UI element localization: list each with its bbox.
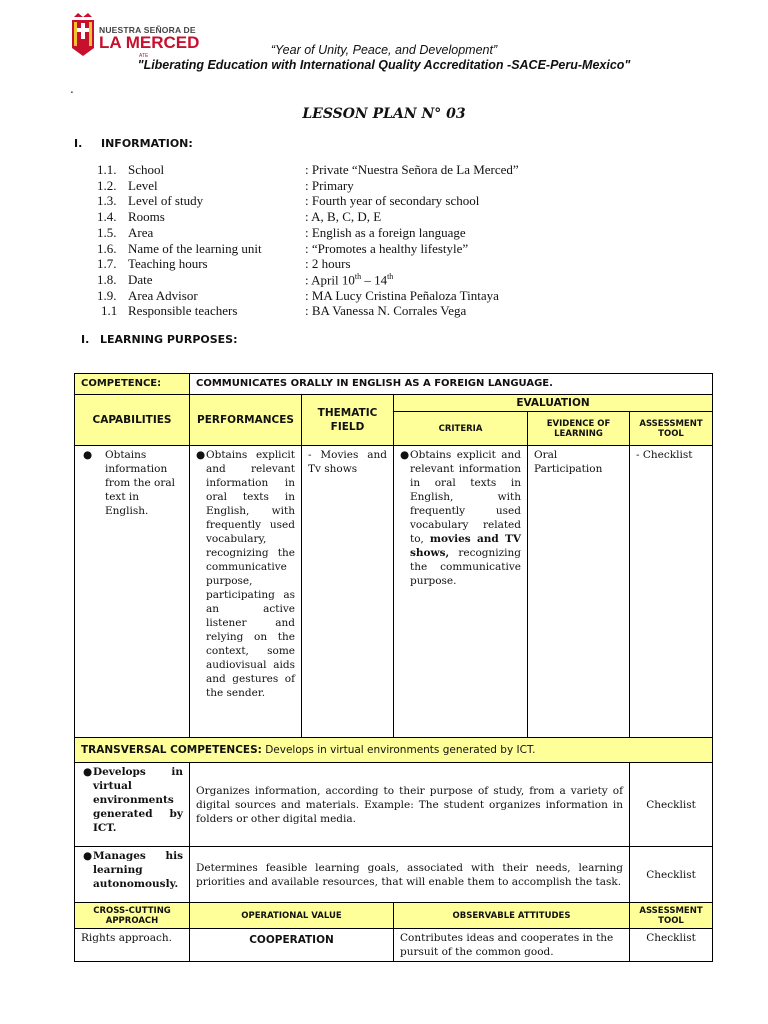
- info-value: : 2 hours: [305, 256, 351, 272]
- info-num: 1.5.: [97, 224, 117, 240]
- cross-tool: Checklist: [630, 929, 713, 962]
- info-value: : BA Vanessa N. Corrales Vega: [305, 303, 467, 319]
- capability-row: [75, 446, 713, 738]
- info-num: 1.1: [101, 303, 118, 319]
- info-value: : “Promotes a healthy lifestyle”: [305, 240, 469, 256]
- evidence-cell: Oral Participation: [528, 446, 630, 738]
- header-row-1: [75, 395, 713, 412]
- info-value: : Private “Nuestra Señora de La Merced”: [305, 162, 519, 177]
- info-label: School: [128, 162, 165, 177]
- bullet-icon: ●: [196, 449, 206, 461]
- cross-row: [75, 929, 713, 962]
- transversal-name-cell: [75, 847, 190, 903]
- cross-approach: Rights approach.: [75, 929, 190, 962]
- header-operational-value: OPERATIONAL VALUE: [190, 903, 394, 929]
- date-end-suffix: th: [387, 271, 394, 281]
- info-value: : MA Lucy Cristina Peñaloza Tintaya: [305, 287, 499, 303]
- info-value: : English as a foreign language: [305, 224, 466, 240]
- info-num: 1.8.: [97, 271, 117, 287]
- header-thematic-field: THEMATIC FIELD: [302, 395, 394, 446]
- thematic-cell: - Movies and Tv shows: [302, 446, 394, 738]
- section-purposes-heading: LEARNING PURPOSES:: [100, 333, 238, 346]
- info-label: Level: [128, 177, 158, 193]
- info-num: 1.9.: [97, 287, 117, 303]
- date-start: : April 10: [305, 272, 355, 288]
- header-criteria: CRITERIA: [394, 412, 528, 446]
- transversal-description: Determines feasible learning goals, associated with their needs, learning priorities and available resources, that will enable them to accomplish the task.: [190, 847, 630, 903]
- performance-cell: [190, 446, 302, 738]
- criteria-text-a: Obtains explicit and relevant information in oral texts in English, with frequently used vocabulary related to,: [410, 449, 521, 545]
- info-num: 1.1.: [97, 162, 117, 177]
- motto-year: “Year of Unity, Peace, and Development”: [270, 43, 498, 57]
- transversal-header: [75, 738, 713, 763]
- section-purposes-numeral: I.: [81, 333, 90, 346]
- capability-text: Obtains information from the oral text in English.: [105, 449, 176, 517]
- cross-value: COOPERATION: [190, 929, 394, 962]
- transversal-description: Organizes information, according to their purpose of study, from a variety of digital sources and materials. Example: The student organizes information in folders or other digital media.: [190, 763, 630, 847]
- page-title: LESSON PLAN N° 03: [302, 106, 466, 122]
- info-value: : Fourth year of secondary school: [305, 193, 480, 209]
- criteria-text-b: recognizing the communicative purpose.: [410, 547, 521, 587]
- competence-row: [75, 374, 713, 395]
- logo-main-text: LA MERCED: [99, 33, 200, 52]
- header-evidence: EVIDENCE OF LEARNING: [528, 412, 630, 446]
- bullet-icon: ●: [400, 449, 410, 461]
- transversal-tool: Checklist: [630, 763, 713, 847]
- criteria-text-bold: movies and TV shows,: [410, 533, 521, 559]
- info-label: Date: [128, 271, 153, 287]
- info-value: [305, 272, 393, 288]
- competence-value: COMMUNICATES ORALLY IN ENGLISH AS A FOREIGN LANGUAGE.: [190, 374, 713, 395]
- transversal-name-cell: [75, 763, 190, 847]
- transversal-tool: Checklist: [630, 847, 713, 903]
- header-cross-approach: CROSS-CUTTING APPROACH: [75, 903, 190, 929]
- info-label: Name of the learning unit: [128, 240, 262, 256]
- learning-purposes-table: [74, 373, 713, 962]
- motto-accreditation: "Liberating Education with International Quality Accreditation -SACE-Peru-Mexico": [137, 58, 631, 72]
- transversal-value: Develops in virtual environments generated by ICT.: [265, 744, 536, 756]
- info-value: : A, B, C, D, E: [305, 209, 382, 225]
- cross-attitudes: Contributes ideas and cooperates in the pursuit of the common good.: [394, 929, 630, 962]
- bullet-icon: ●: [83, 449, 93, 461]
- section-information-heading: INFORMATION:: [101, 137, 193, 150]
- bullet-icon: ●: [83, 850, 93, 862]
- transversal-item-row: [75, 763, 713, 847]
- section-information-numeral: I.: [74, 137, 83, 150]
- transversal-item-row: [75, 847, 713, 903]
- criteria-cell: [394, 446, 528, 738]
- info-label: Responsible teachers: [128, 303, 238, 319]
- date-end: – 14: [361, 272, 388, 288]
- transversal-row: [75, 738, 713, 763]
- info-label: Teaching hours: [128, 256, 208, 272]
- logo-sub-text: ATE: [139, 53, 149, 59]
- header-capabilities: CAPABILITIES: [75, 395, 190, 446]
- competence-label: COMPETENCE:: [75, 374, 190, 395]
- info-num: 1.3.: [97, 193, 117, 209]
- transversal-label: TRANSVERSAL COMPETENCES:: [81, 744, 262, 756]
- header-evaluation: EVALUATION: [394, 395, 713, 412]
- capability-cell: [75, 446, 190, 738]
- header-observable-attitudes: OBSERVABLE ATTITUDES: [394, 903, 630, 929]
- stray-dot: .: [70, 82, 74, 96]
- logo-top-text: NUESTRA SEÑORA DE: [99, 25, 196, 35]
- info-label: Area: [128, 224, 154, 240]
- info-value: : Primary: [305, 177, 354, 193]
- info-num: 1.4.: [97, 209, 117, 225]
- tool-cell: - Checklist: [630, 446, 713, 738]
- info-label: Area Advisor: [128, 287, 198, 303]
- transversal-name: Manages his learning autonomously.: [93, 850, 183, 890]
- cross-header-row: [75, 903, 713, 929]
- header-performances: PERFORMANCES: [190, 395, 302, 446]
- info-label: Level of study: [128, 193, 204, 209]
- header-assessment-tool: ASSESSMENT TOOL: [630, 412, 713, 446]
- info-num: 1.7.: [97, 256, 117, 272]
- date-start-suffix: th: [354, 271, 362, 281]
- header-cross-assessment-tool: ASSESSMENT TOOL: [630, 903, 713, 929]
- info-label: Rooms: [128, 209, 165, 225]
- transversal-name: Develops in virtual environments generated by ICT.: [93, 766, 183, 834]
- info-num: 1.6.: [97, 240, 117, 256]
- bullet-icon: ●: [83, 766, 93, 778]
- info-num: 1.2.: [97, 177, 117, 193]
- performance-text: Obtains explicit and relevant information in oral texts in English, with frequently used vocabulary, recognizing the communicative purpose, participating as an active listener and relying on the context, some audiovisual aids and gestures of the sender.: [206, 449, 295, 699]
